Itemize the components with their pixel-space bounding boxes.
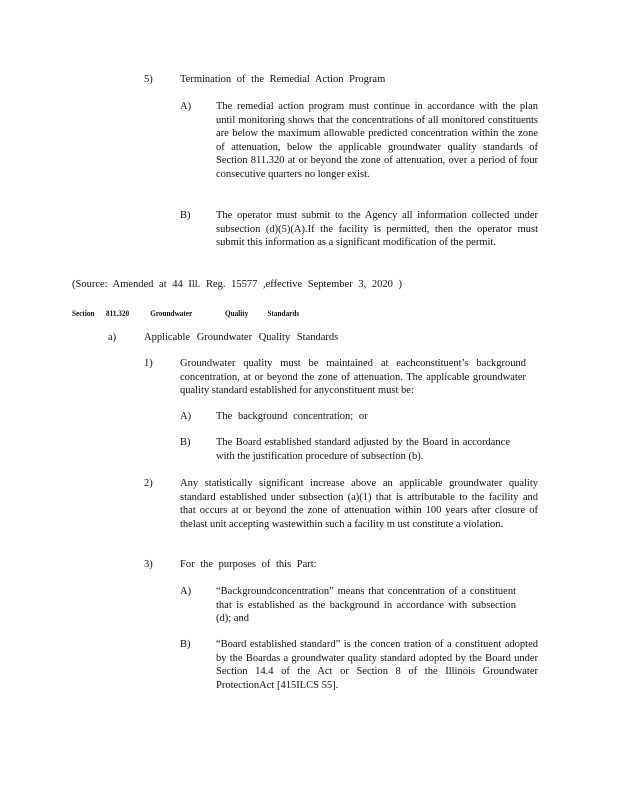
section-title-word: Standards bbox=[267, 308, 300, 318]
subitem-text: “Board established standard” is the concen tration of a constituent adopted by the Boardas a groundwater quality standard adopted by the Board under Section 14.4 of the Act or Section 8 of the Illinois Groundwater ProtectionAct [415ILCS 55]. bbox=[216, 639, 538, 691]
subitem-text: “Backgroundconcentration” means that concentration of a constituent that is established as the background in accordance with subsection (d); and bbox=[216, 586, 516, 625]
section-title-word: Quality bbox=[225, 308, 249, 318]
item-title: Termination of the Remedial Action Program bbox=[180, 74, 386, 85]
section-title-word: Groundwater bbox=[150, 308, 193, 318]
source-note: (Source: Amended at 44 Ill. Reg. 15577 ,effective September 3, 2020 ) bbox=[72, 279, 402, 290]
subitem-text: The Board established standard adjusted by the Board in accordance with the justification procedure of subsection (b). bbox=[216, 437, 510, 462]
subitem-number: B) bbox=[180, 639, 191, 650]
subitem-number: A) bbox=[180, 411, 192, 422]
section-label: Section bbox=[72, 308, 95, 318]
item-number: 1) bbox=[144, 358, 153, 369]
subitem-number: A) bbox=[180, 586, 192, 597]
subitem-number: A) bbox=[180, 101, 192, 112]
subsection-number: a) bbox=[108, 332, 117, 343]
item-text: For the purposes of this Part: bbox=[180, 559, 317, 570]
item-number: 5) bbox=[144, 74, 153, 85]
subitem-text: The remedial action program must continue in accordance with the plan until monitoring shows that the concentrations of all monitored constituents are below the maximum allowable predicted concentration within the zone of attenuation, below the applicable groundwater quality standards of Section 811.320 at or beyond the zone of attenuation, over a period of four consecutive quarters no longer exist. bbox=[216, 101, 538, 180]
section-number: 811.320 bbox=[106, 308, 130, 318]
item-number: 3) bbox=[144, 559, 153, 570]
subsection-title: Applicable Groundwater Quality Standards bbox=[144, 332, 339, 343]
subitem-number: B) bbox=[180, 437, 191, 448]
subitem-text: The background concentration; or bbox=[216, 411, 368, 422]
subitem-number: B) bbox=[180, 210, 191, 221]
item-number: 2) bbox=[144, 478, 153, 489]
section-heading bbox=[72, 307, 299, 321]
item-text: Groundwater quality must be maintained at eachconstituent’s background concentration, at or beyond the zone of attenuation. The applicable groundwater quality standard established for anyconstituent must be: bbox=[180, 358, 526, 397]
subitem-text: The operator must submit to the Agency all information collected under subsection (d)(5)(A).If the facility is permitted, then the operator must submit this information as a significant modification of the permit. bbox=[216, 210, 538, 249]
item-text: Any statistically significant increase above an applicable groundwater quality standard established under subsection (a)(1) that is attributable to the facility and that occurs at or beyond the zone of attenuation within 100 years after closure of thelast unit accepting wastewithin such a facility m ust constitute a violation. bbox=[180, 478, 538, 530]
